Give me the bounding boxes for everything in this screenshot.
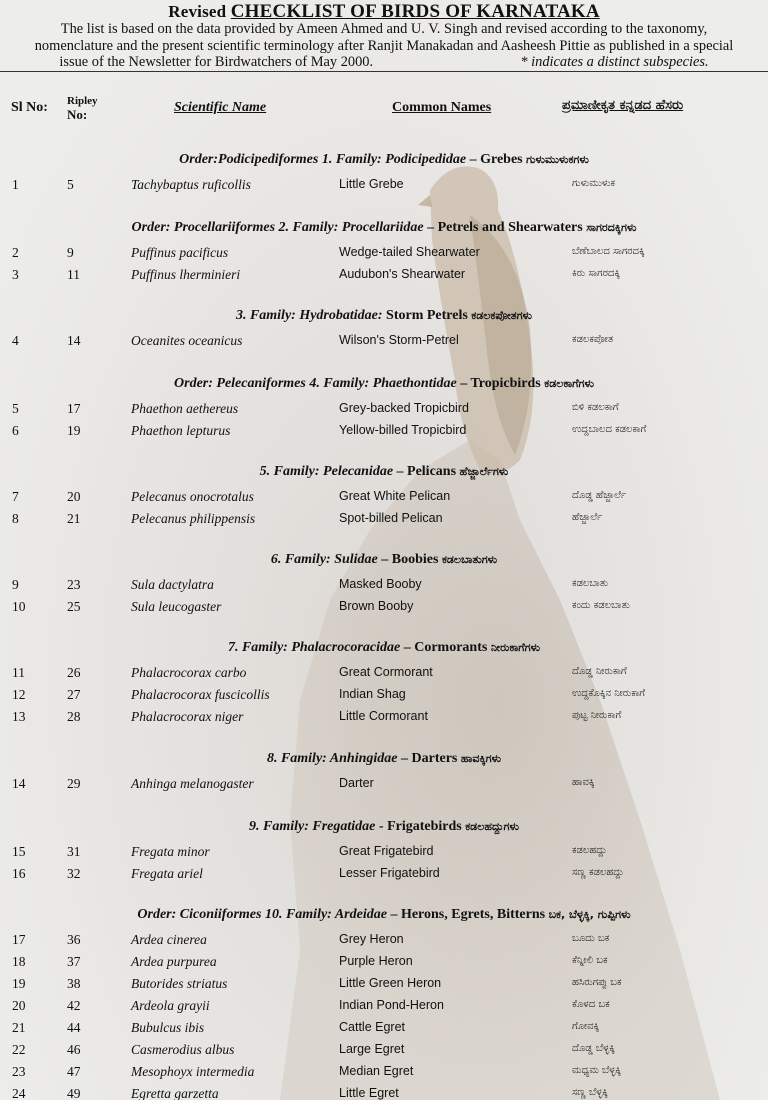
section-heading-english: – Herons, Egrets, Bitterns xyxy=(386,907,549,922)
section-heading-taxonomy: Order: Ciconiiformes 10. Family: Ardeidae xyxy=(137,907,387,922)
table-row xyxy=(0,1086,768,1100)
section-heading-taxonomy: 7. Family: Phalacrocoracidae xyxy=(227,640,401,655)
table-row xyxy=(0,267,768,285)
kannada-name: ಕಡಲಕಪೋತ xyxy=(572,334,614,345)
ripley-number: 17 xyxy=(67,401,81,416)
scientific-name: Tachybaptus ruficollis xyxy=(131,177,251,192)
common-name: Grey-backed Tropicbird xyxy=(339,401,469,415)
intro-line-2: nomenclature and the present scientific terminology after Ranjit Manakadan and Aasheesh Pittie as published in a special xyxy=(34,37,734,54)
table-row xyxy=(0,1020,768,1038)
kannada-name: ಕಡಲಬಾತು xyxy=(572,578,609,589)
ripley-number: 26 xyxy=(67,665,81,680)
common-name: Audubon's Shearwater xyxy=(339,267,466,281)
section-heading xyxy=(0,751,768,767)
scientific-name: Sula leucogaster xyxy=(131,599,222,614)
col-header-common-names: Common Names xyxy=(392,100,492,115)
serial-number: 13 xyxy=(12,709,26,724)
table-row xyxy=(0,709,768,727)
table-row xyxy=(0,489,768,507)
scientific-name: Pelecanus philippensis xyxy=(131,511,256,526)
scientific-name: Fregata minor xyxy=(131,844,210,859)
kannada-name: ದೊಡ್ಡ ಹೆಜ್ಜಾರ್ಲೆ xyxy=(572,490,627,501)
kannada-name: ಕಿರು ಸಾಗರದಕ್ಕಿ xyxy=(572,268,620,279)
section-heading-english: – Boobies xyxy=(377,552,442,567)
scientific-name: Oceanites oceanicus xyxy=(131,333,243,348)
section-heading-kannada: ಕಡಲಕಪೋತಗಳು xyxy=(471,309,533,322)
kannada-name: ಬೆಣೆಬಾಲದ ಸಾಗರದಕ್ಕಿ xyxy=(572,246,645,257)
common-name: Lesser Frigatebird xyxy=(339,866,440,880)
ripley-number: 21 xyxy=(67,511,81,526)
ripley-number: 14 xyxy=(67,333,81,348)
serial-number: 10 xyxy=(12,599,26,614)
common-name: Large Egret xyxy=(339,1042,405,1056)
scientific-name: Sula dactylatra xyxy=(131,577,214,592)
scientific-name: Casmerodius albus xyxy=(131,1042,235,1057)
common-name: Little Grebe xyxy=(339,177,404,191)
serial-number: 23 xyxy=(12,1064,26,1079)
kannada-name: ಗೋವಕ್ಕಿ xyxy=(572,1021,600,1032)
kannada-name: ಬಿಳಿ ಕಡಲಕಾಗೆ xyxy=(572,402,619,413)
table-row xyxy=(0,599,768,617)
ripley-number: 37 xyxy=(67,954,81,969)
section-heading xyxy=(0,464,768,480)
kannada-name: ದೊಡ್ಡ ಬೆಳ್ಳಕ್ಕಿ xyxy=(572,1043,615,1054)
table-row xyxy=(0,1042,768,1060)
ripley-number: 19 xyxy=(67,423,81,438)
serial-number: 1 xyxy=(12,177,19,192)
table-row xyxy=(0,577,768,595)
section-heading-taxonomy: Order:Podicipediformes 1. Family: Podicipedidae xyxy=(179,152,467,167)
kannada-name: ದೊಡ್ಡ ನೀರುಕಾಗೆ xyxy=(572,666,627,677)
col-header-ripley-line-2: No: xyxy=(67,107,88,122)
serial-number: 14 xyxy=(12,776,26,791)
serial-number: 16 xyxy=(12,866,26,881)
kannada-name: ಕಂದು ಕಡಲಬಾತು xyxy=(572,600,630,611)
scientific-name: Fregata ariel xyxy=(131,866,203,881)
kannada-name: ಹಾವಕ್ಕಿ xyxy=(572,777,595,788)
section-heading-english: – Grebes xyxy=(466,152,527,167)
section-heading-english: – Pelicans xyxy=(393,464,460,479)
common-name: Masked Booby xyxy=(339,577,422,591)
common-name: Cattle Egret xyxy=(339,1020,406,1034)
ripley-number: 25 xyxy=(67,599,81,614)
ripley-number: 38 xyxy=(67,976,81,991)
scientific-name: Phalacrocorax niger xyxy=(131,709,244,724)
section-heading xyxy=(0,552,768,568)
intro-line-3-text: issue of the Newsletter for Birdwatchers of May 2000. xyxy=(59,54,374,70)
document-header xyxy=(0,0,768,72)
section-heading-kannada: ಬಕ, ಬೆಳ್ಳಕ್ಕಿ, ಗುಪ್ಪಿಗಳು xyxy=(548,908,631,921)
section-heading-kannada: ಕಡಲಬಾತುಗಳು xyxy=(441,553,498,566)
scientific-name: Ardea cinerea xyxy=(131,932,207,947)
common-name: Wedge-tailed Shearwater xyxy=(339,245,480,259)
common-name: Spot-billed Pelican xyxy=(339,511,443,525)
ripley-number: 9 xyxy=(67,245,74,260)
section-heading-english: – Darters xyxy=(397,751,461,766)
kannada-name: ಸಣ್ಣ ಬೆಳ್ಳಕ್ಕಿ xyxy=(572,1087,608,1098)
common-name: Darter xyxy=(339,776,374,790)
scientific-name: Butorides striatus xyxy=(131,976,228,991)
serial-number: 9 xyxy=(12,577,19,592)
title-prefix: Revised xyxy=(168,2,227,21)
section-heading-kannada: ಗುಳುಮುಳುಕಗಳು xyxy=(526,153,589,166)
section-heading-kannada: ಹೆಜ್ಜಾರ್ಲೆಗಳು xyxy=(459,465,509,478)
serial-number: 4 xyxy=(12,333,19,348)
common-name: Little Cormorant xyxy=(339,709,428,723)
kannada-name: ಉದ್ದಕೊಕ್ಕಿನ ನೀರುಕಾಗೆ xyxy=(572,688,646,699)
ripley-number: 32 xyxy=(67,866,81,881)
kannada-name: ಬೂದು ಬಕ xyxy=(572,933,610,944)
table-row xyxy=(0,998,768,1016)
ripley-number: 29 xyxy=(67,776,81,791)
section-heading xyxy=(0,376,768,392)
section-heading xyxy=(0,640,768,656)
scientific-name: Phalacrocorax fuscicollis xyxy=(131,687,270,702)
table-row xyxy=(0,932,768,950)
section-heading-english: – Petrels and Shearwaters xyxy=(423,220,587,235)
scientific-name: Phalacrocorax carbo xyxy=(131,665,247,680)
table-row xyxy=(0,665,768,683)
kannada-name: ಗುಳುಮುಳುಕ xyxy=(572,178,615,189)
document-title xyxy=(0,2,768,21)
serial-number: 11 xyxy=(12,665,25,680)
kannada-name: ಉದ್ದಬಾಲದ ಕಡಲಕಾಗೆ xyxy=(572,424,647,435)
section-heading-english: – Tropicbirds xyxy=(456,376,545,391)
section-heading xyxy=(0,907,768,923)
scientific-name: Phaethon aethereus xyxy=(131,401,239,416)
table-row xyxy=(0,844,768,862)
ripley-number: 5 xyxy=(67,177,74,192)
common-name: Grey Heron xyxy=(339,932,404,946)
section-heading-kannada: ನೀರುಕಾಗೆಗಳು xyxy=(490,641,541,654)
ripley-number: 46 xyxy=(67,1042,81,1057)
ripley-number: 28 xyxy=(67,709,81,724)
intro-line-3 xyxy=(0,54,768,71)
kannada-name: ಮಧ್ಯಮ ಬೆಳ್ಳಕ್ಕಿ xyxy=(572,1065,621,1076)
serial-number: 3 xyxy=(12,267,19,282)
table-row xyxy=(0,687,768,705)
table-row xyxy=(0,245,768,263)
section-heading xyxy=(0,220,768,236)
serial-number: 12 xyxy=(12,687,26,702)
section-heading-taxonomy: 3. Family: Hydrobatidae: xyxy=(235,308,383,323)
table-row xyxy=(0,401,768,419)
subspecies-note: * indicates a distinct subspecies. xyxy=(520,54,709,70)
common-name: Great Cormorant xyxy=(339,665,433,679)
scientific-name: Puffinus pacificus xyxy=(131,245,229,260)
serial-number: 2 xyxy=(12,245,19,260)
serial-number: 20 xyxy=(12,998,26,1013)
section-heading-taxonomy: 9. Family: Fregatidae xyxy=(249,819,376,834)
common-name: Great White Pelican xyxy=(339,489,451,503)
col-header-sl-no: Sl No: xyxy=(11,100,48,115)
intro-line-1: The list is based on the data provided by Ameen Ahmed and U. V. Singh and revised according to the taxonomy, xyxy=(60,21,708,37)
table-row xyxy=(0,776,768,794)
section-heading-kannada: ಕಡಲಕಾಗೆಗಳು xyxy=(544,377,594,390)
common-name: Little Green Heron xyxy=(339,976,442,990)
section-heading-english: Storm Petrels xyxy=(382,308,472,323)
section-heading-taxonomy: 8. Family: Anhingidae xyxy=(266,751,398,766)
title-main: CHECKLIST OF BIRDS OF KARNATAKA xyxy=(230,1,600,22)
table-row xyxy=(0,866,768,884)
col-header-kannada-names: ಪ್ರಮಾಣೀಕೃತ ಕನ್ನಡದ ಹೆಸರು xyxy=(562,98,684,113)
scientific-name: Ardeola grayii xyxy=(131,998,210,1013)
table-row xyxy=(0,976,768,994)
section-heading-taxonomy: 5. Family: Pelecanidae xyxy=(259,464,394,479)
common-name: Median Egret xyxy=(339,1064,414,1078)
section-heading xyxy=(0,152,768,168)
common-name: Wilson's Storm-Petrel xyxy=(339,333,459,347)
scientific-name: Phaethon lepturus xyxy=(131,423,231,438)
col-header-ripley-line-1: Ripley xyxy=(67,95,98,107)
ripley-number: 36 xyxy=(67,932,81,947)
table-row xyxy=(0,333,768,351)
ripley-number: 27 xyxy=(67,687,81,702)
common-name: Purple Heron xyxy=(339,954,413,968)
scientific-name: Puffinus lherminieri xyxy=(131,267,241,282)
serial-number: 21 xyxy=(12,1020,26,1035)
serial-number: 19 xyxy=(12,976,26,991)
ripley-number: 49 xyxy=(67,1086,81,1100)
scientific-name: Anhinga melanogaster xyxy=(131,776,254,791)
table-row xyxy=(0,954,768,972)
col-header-ripley xyxy=(67,95,98,123)
common-name: Indian Shag xyxy=(339,687,406,701)
scientific-name: Ardea purpurea xyxy=(131,954,217,969)
table-row xyxy=(0,177,768,195)
ripley-number: 42 xyxy=(67,998,81,1013)
section-heading-taxonomy: Order: Procellariiformes 2. Family: Procellariidae xyxy=(131,220,424,235)
ripley-number: 44 xyxy=(67,1020,81,1035)
serial-number: 24 xyxy=(12,1086,26,1100)
serial-number: 17 xyxy=(12,932,26,947)
kannada-name: ಹೆಜ್ಜಾರ್ಲೆ xyxy=(572,512,603,523)
kannada-name: ಕೆನ್ನೀಲಿ ಬಕ xyxy=(572,955,608,966)
serial-number: 7 xyxy=(12,489,19,504)
section-heading-taxonomy: 6. Family: Sulidae xyxy=(270,552,378,567)
scientific-name: Pelecanus onocrotalus xyxy=(131,489,254,504)
section-heading-kannada: ಹಾವಕ್ಕಿಗಳು xyxy=(460,752,502,765)
section-heading xyxy=(0,819,768,835)
common-name: Great Frigatebird xyxy=(339,844,434,858)
serial-number: 15 xyxy=(12,844,26,859)
section-heading-taxonomy: Order: Pelecaniformes 4. Family: Phaethontidae xyxy=(174,376,457,391)
section-heading-english: - Frigatebirds xyxy=(375,819,466,834)
scientific-name: Egretta garzetta xyxy=(131,1086,219,1100)
ripley-number: 20 xyxy=(67,489,81,504)
table-row xyxy=(0,511,768,529)
serial-number: 18 xyxy=(12,954,26,969)
kannada-name: ಪುಟ್ಟ ನೀರುಕಾಗೆ xyxy=(572,710,622,721)
scientific-name: Bubulcus ibis xyxy=(131,1020,205,1035)
serial-number: 6 xyxy=(12,423,19,438)
section-heading-english: – Cormorants xyxy=(400,640,491,655)
kannada-name: ಸಣ್ಣ ಕಡಲಹದ್ದು xyxy=(572,867,624,878)
kannada-name: ಕೊಳದ ಬಕ xyxy=(572,999,610,1010)
column-headers xyxy=(0,90,768,130)
ripley-number: 23 xyxy=(67,577,81,592)
common-name: Brown Booby xyxy=(339,599,414,613)
ripley-number: 11 xyxy=(67,267,80,282)
serial-number: 22 xyxy=(12,1042,26,1057)
serial-number: 8 xyxy=(12,511,19,526)
table-row xyxy=(0,423,768,441)
ripley-number: 31 xyxy=(67,844,81,859)
scientific-name: Mesophoyx intermedia xyxy=(131,1064,255,1079)
common-name: Yellow-billed Tropicbird xyxy=(339,423,467,437)
section-heading xyxy=(0,308,768,324)
kannada-name: ಕಡಲಹದ್ದು xyxy=(572,845,607,856)
section-heading-kannada: ಕಡಲಹದ್ದುಗಳು xyxy=(465,820,519,833)
serial-number: 5 xyxy=(12,401,19,416)
kannada-name: ಹಸಿರುಗಪ್ಪು ಬಕ xyxy=(572,977,622,988)
col-header-scientific-name: Scientific Name xyxy=(174,100,267,115)
section-heading-kannada: ಸಾಗರದಕ್ಕಿಗಳು xyxy=(586,221,637,234)
ripley-number: 47 xyxy=(67,1064,81,1079)
common-name: Indian Pond-Heron xyxy=(339,998,444,1012)
common-name: Little Egret xyxy=(339,1086,399,1100)
table-row xyxy=(0,1064,768,1082)
